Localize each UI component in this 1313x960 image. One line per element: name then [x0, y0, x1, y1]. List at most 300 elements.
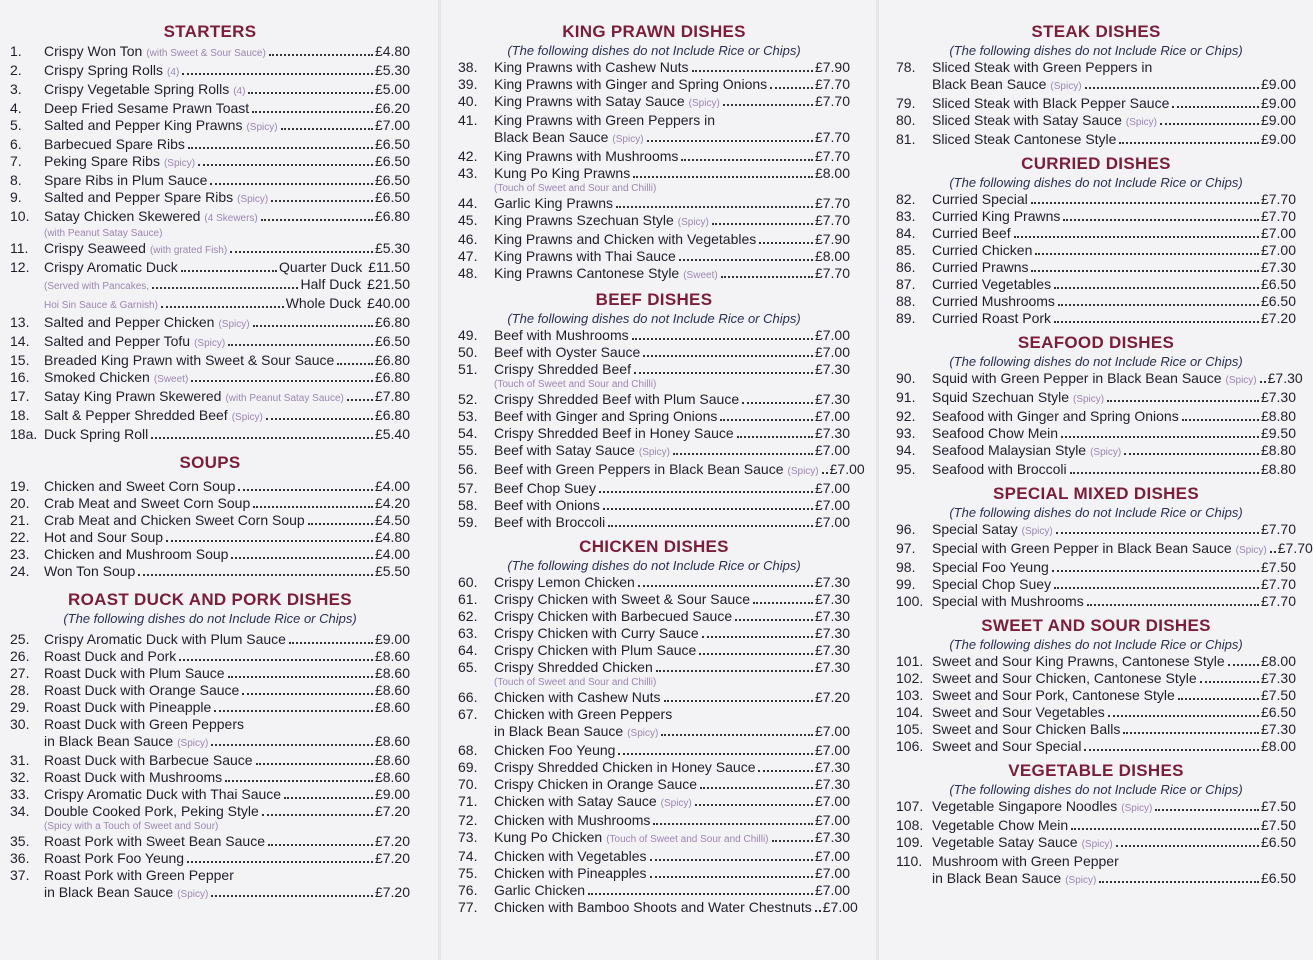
item-price: £7.70 — [1260, 593, 1296, 609]
item-price: £8.60 — [374, 733, 410, 749]
item-note: (Spicy) — [1125, 117, 1158, 128]
item-number: 107. — [896, 798, 924, 814]
item-name-text: Chicken with Bamboo Shoots and Water Chestnuts — [494, 899, 812, 915]
item-number: 52. — [458, 391, 478, 407]
leader-dots — [759, 242, 813, 244]
item-number: 76. — [458, 882, 478, 898]
item-number: 57. — [458, 480, 478, 496]
item-price: £8.80 — [1260, 408, 1296, 424]
leader-dots — [1260, 381, 1266, 383]
leader-dots — [231, 557, 373, 559]
item-number: 90. — [896, 370, 916, 386]
item-number: 42. — [458, 148, 478, 164]
menu-item — [896, 408, 1296, 425]
item-price: £7.20 — [374, 803, 410, 819]
leader-dots — [289, 642, 373, 644]
leader-dots — [1123, 732, 1259, 734]
item-price: £7.20 — [374, 884, 410, 900]
item-number: 80. — [896, 112, 916, 128]
item-number: 35. — [10, 833, 30, 849]
item-number: 34. — [10, 803, 30, 819]
leader-dots — [1071, 828, 1259, 830]
item-name — [932, 704, 1105, 721]
section-vegetable — [896, 761, 1296, 889]
item-price: £7.00 — [814, 442, 850, 458]
item-name — [494, 574, 635, 591]
item-name — [44, 631, 286, 648]
item-name-text: Crispy Spring Rolls — [44, 62, 164, 78]
item-name-text: Beef Chop Suey — [494, 480, 596, 496]
leader-dots — [638, 585, 813, 587]
item-name-text: King Prawns and Chicken with Vegetables — [494, 231, 757, 247]
menu-item — [458, 425, 850, 442]
item-price: £8.60 — [374, 769, 410, 785]
leader-dots — [181, 270, 277, 272]
item-name — [494, 327, 629, 344]
menu-item — [896, 738, 1296, 755]
item-number: 92. — [896, 408, 916, 424]
item-price: £6.50 — [374, 333, 410, 349]
item-price: £5.30 — [374, 62, 410, 78]
item-price: £8.00 — [1260, 738, 1296, 754]
menu-item — [10, 136, 410, 153]
item-price: £7.50 — [1260, 817, 1296, 833]
item-name-text: Kung Po Chicken — [494, 829, 603, 845]
menu-item — [10, 495, 410, 512]
item-number: 49. — [458, 327, 478, 343]
leader-dots — [664, 700, 813, 702]
item-number: 85. — [896, 242, 916, 258]
leader-dots — [214, 710, 373, 712]
leader-dots — [266, 418, 373, 420]
item-name — [494, 591, 750, 608]
item-note: (with Sweet & Sour Sauce) — [146, 48, 266, 59]
column-middle — [458, 20, 865, 922]
menu-item — [10, 699, 410, 716]
leader-dots — [1108, 715, 1259, 717]
leader-dots — [1182, 419, 1259, 421]
item-name — [44, 648, 176, 665]
item-price: £9.00 — [374, 631, 410, 647]
item-name — [494, 793, 692, 812]
item-name — [44, 682, 239, 699]
item-name — [932, 276, 1051, 293]
item-name — [932, 593, 1084, 610]
item-price: £7.70 — [1260, 576, 1296, 592]
leader-dots — [337, 363, 373, 365]
item-number: 45. — [458, 212, 478, 228]
leader-dots — [692, 70, 813, 72]
item-name — [932, 817, 1068, 834]
item-name — [494, 480, 596, 497]
menu-item — [458, 408, 850, 425]
item-name-text: Curried Chicken — [932, 242, 1033, 258]
item-name — [932, 95, 1169, 112]
leader-dots — [253, 506, 373, 508]
section-note: (The following dishes do not Include Rice or Chips) — [949, 354, 1243, 369]
item-name-text: Beef with Ginger and Spring Onions — [494, 408, 718, 424]
item-name-continued — [932, 870, 1096, 889]
menu-item — [896, 834, 1296, 853]
leader-dots — [269, 54, 373, 56]
item-number: 71. — [458, 793, 478, 809]
item-number: 104. — [896, 704, 924, 720]
item-number: 75. — [458, 865, 478, 881]
menu-item — [896, 461, 1296, 478]
menu-item — [10, 752, 410, 769]
item-name-text: Crispy Won Ton — [44, 43, 143, 59]
menu-item — [458, 480, 850, 497]
item-number: 24. — [10, 563, 30, 579]
item-price: £7.30 — [814, 574, 850, 590]
item-name-text: Chicken with Vegetables — [494, 848, 647, 864]
item-name — [494, 514, 605, 531]
item-name-text: Sweet and Sour Pork, Cantonese Style — [932, 687, 1175, 703]
item-name — [932, 425, 1058, 442]
item-name-text: Curried Vegetables — [932, 276, 1052, 292]
item-name — [44, 153, 195, 172]
menu-item — [896, 593, 1296, 610]
item-price: £21.50 — [367, 276, 410, 292]
item-note: (4) — [167, 67, 180, 78]
leader-dots — [770, 87, 813, 89]
item-name — [44, 314, 250, 333]
item-name: Crispy Aromatic Duck — [44, 259, 178, 275]
leader-dots — [815, 910, 821, 912]
item-name — [44, 117, 278, 136]
item-name-cont-text: Black Bean Sauce — [494, 129, 609, 145]
leader-dots — [308, 523, 373, 525]
menu-item — [10, 682, 410, 699]
item-price: £7.90 — [814, 231, 850, 247]
leader-dots — [633, 176, 813, 178]
leader-dots — [1056, 532, 1259, 534]
item-price: £8.60 — [374, 648, 410, 664]
item-price: £8.00 — [814, 248, 850, 264]
item-name-text: Crab Meat and Chicken Sweet Corn Soup — [44, 512, 305, 528]
item-number: 106. — [896, 738, 924, 754]
item-number: 17. — [10, 388, 30, 404]
item-number: 96. — [896, 521, 916, 537]
item-name — [44, 62, 179, 81]
menu-item — [458, 706, 850, 742]
leader-dots — [187, 861, 373, 863]
leader-dots — [742, 402, 813, 404]
item-name-text: Beef with Mushrooms — [494, 327, 629, 343]
fold-line-left — [438, 0, 441, 960]
item-price: £7.70 — [1260, 521, 1296, 537]
item-number: 87. — [896, 276, 916, 292]
item-number: 40. — [458, 93, 478, 109]
item-price: £8.60 — [374, 682, 410, 698]
item-name — [494, 642, 696, 659]
leader-dots — [1124, 453, 1259, 455]
menu-item — [10, 153, 410, 172]
item-name — [932, 521, 1053, 540]
menu-item — [10, 631, 410, 648]
section-king-prawn — [458, 22, 850, 284]
menu-item — [896, 310, 1296, 327]
item-number: 101. — [896, 653, 924, 669]
menu-item — [896, 521, 1296, 540]
menu-item — [896, 59, 1296, 95]
item-name-text: Vegetable Satay Sauce — [932, 834, 1078, 850]
item-name — [494, 659, 653, 676]
item-price: £7.70 — [814, 265, 850, 281]
leader-dots — [1061, 436, 1259, 438]
item-name-text: Roast Pork with Sweet Bean Sauce — [44, 833, 266, 849]
item-name — [494, 76, 767, 93]
item-name — [932, 242, 1032, 259]
item-name-text: Roast Duck with Green Peppers — [44, 716, 244, 732]
item-number: 14. — [10, 333, 30, 349]
item-name — [494, 706, 672, 723]
item-name-text: King Prawns with Ginger and Spring Onions — [494, 76, 768, 92]
leader-dots — [1178, 698, 1259, 700]
item-number: 11. — [10, 240, 29, 256]
item-name — [44, 769, 222, 786]
section-title: SEAFOOD DISHES — [1017, 333, 1175, 352]
item-number: 98. — [896, 559, 916, 575]
item-price: £7.00 — [814, 327, 850, 343]
item-name-text: Special with Mushrooms — [932, 593, 1084, 609]
section-note: (The following dishes do not Include Rice or Chips) — [949, 782, 1243, 797]
item-number: 91. — [896, 389, 916, 405]
menu-item — [10, 117, 410, 136]
item-number: 47. — [458, 248, 478, 264]
item-note: (Spicy) — [218, 319, 250, 330]
item-name-text: King Prawns with Thai Sauce — [494, 248, 676, 264]
item-name-continued — [44, 733, 208, 752]
menu-item — [896, 225, 1296, 242]
item-note: (Spicy) — [194, 338, 226, 349]
item-number: 64. — [458, 642, 478, 658]
crispy-aromatic-duck-options — [10, 259, 410, 314]
item-number: 43. — [458, 165, 478, 181]
menu-item — [896, 687, 1296, 704]
item-name-text: Vegetable Singapore Noodles — [932, 798, 1118, 814]
menu-item — [10, 833, 410, 850]
item-price: £7.50 — [1260, 559, 1296, 575]
item-name-text: Squid with Green Pepper in Black Bean Sauce — [932, 370, 1222, 386]
item-name-text: Crispy Chicken with Plum Sauce — [494, 642, 697, 658]
item-number: 28. — [10, 682, 30, 698]
item-name — [44, 172, 207, 189]
item-price: £7.70 — [814, 129, 850, 145]
item-name — [44, 716, 244, 733]
menu-item — [10, 529, 410, 546]
leader-dots — [161, 306, 284, 308]
item-subnote: (Touch of Sweet and Sour and Chilli) — [494, 677, 657, 688]
menu-item — [458, 461, 865, 480]
item-price: £5.40 — [374, 426, 410, 442]
item-name — [932, 225, 1011, 242]
item-note: (Spicy) — [1050, 81, 1082, 92]
leader-dots — [1099, 881, 1259, 883]
item-name — [494, 625, 699, 642]
menu-item — [458, 265, 850, 284]
item-name-text: King Prawns with Mushrooms — [494, 148, 679, 164]
item-number: 99. — [896, 576, 916, 592]
menu-item — [458, 93, 850, 112]
section-note: (The following dishes do not Include Rice or Chips) — [507, 558, 801, 573]
item-number: 83. — [896, 208, 916, 224]
section-title: SWEET AND SOUR DISHES — [981, 616, 1211, 635]
menu-item — [458, 812, 850, 829]
item-price: £7.70 — [814, 76, 850, 92]
item-price: £7.00 — [814, 480, 850, 496]
item-name-text: King Prawns Cantonese Style — [494, 265, 680, 281]
leader-dots — [1063, 219, 1259, 221]
menu-item — [458, 689, 850, 706]
item-name-text: Sweet and Sour Chicken Balls — [932, 721, 1121, 737]
menu-item — [458, 391, 850, 408]
item-name — [932, 559, 1049, 576]
section-sweet-sour — [896, 616, 1296, 755]
item-name — [494, 408, 717, 425]
item-name — [494, 829, 769, 848]
leader-dots — [721, 276, 813, 278]
item-number: 31. — [10, 752, 30, 768]
menu-item — [10, 769, 410, 786]
item-name-continued — [494, 723, 658, 742]
item-price: £7.20 — [814, 689, 850, 705]
menu-item — [896, 276, 1296, 293]
leader-dots — [1035, 253, 1259, 255]
item-name-text: Roast Duck with Barbecue Sauce — [44, 752, 253, 768]
section-title: SOUPS — [179, 453, 241, 472]
item-number: 65. — [458, 659, 478, 675]
leader-dots — [603, 508, 813, 510]
item-number: 62. — [458, 608, 478, 624]
item-name-text: King Prawns with Cashew Nuts — [494, 59, 689, 75]
item-name — [494, 195, 613, 212]
item-name-text: Salted and Pepper Chicken — [44, 314, 215, 330]
item-name-text: Special Satay — [932, 521, 1018, 537]
section-starters — [10, 22, 410, 443]
item-name-continued — [932, 76, 1082, 95]
item-number: 102. — [896, 670, 924, 686]
item-name — [494, 112, 715, 129]
menu-item — [10, 43, 410, 62]
item-name-text: Sweet and Sour King Prawns, Cantonese Style — [932, 653, 1225, 669]
menu-item — [10, 314, 410, 333]
item-name-text: Sliced Steak with Black Pepper Sauce — [932, 95, 1170, 111]
menu-item-list — [896, 521, 1313, 610]
menu-item — [896, 853, 1296, 889]
menu-item — [896, 95, 1296, 112]
item-name-text: King Prawns Szechuan Style — [494, 212, 674, 228]
item-price: £4.80 — [374, 529, 410, 545]
leader-dots — [1084, 749, 1259, 751]
leader-dots — [1085, 87, 1259, 89]
item-subnote: (Touch of Sweet and Sour and Chilli) — [494, 183, 657, 194]
item-name — [44, 529, 163, 546]
section-special-mixed — [896, 484, 1313, 610]
menu-item — [458, 608, 850, 625]
menu-item — [458, 642, 850, 659]
menu-item — [896, 370, 1303, 389]
item-name-cont-text: in Black Bean Sauce — [932, 870, 1062, 886]
item-number: 18. — [10, 407, 30, 423]
leader-dots — [653, 823, 813, 825]
item-name-text: Crispy Lemon Chicken — [494, 574, 635, 590]
item-name-text: Deep Fried Sesame Prawn Toast — [44, 100, 250, 116]
item-number: 69. — [458, 759, 478, 775]
item-price: £7.30 — [1260, 721, 1296, 737]
item-name — [494, 361, 631, 378]
item-number: 36. — [10, 850, 30, 866]
item-name — [44, 240, 227, 259]
leader-dots — [1031, 202, 1259, 204]
item-name — [494, 442, 670, 461]
leader-dots — [242, 693, 373, 695]
item-number: 82. — [896, 191, 916, 207]
menu-item — [458, 659, 850, 689]
section-note: (The following dishes do not Include Rice or Chips) — [507, 43, 801, 58]
item-price: £4.00 — [374, 546, 410, 562]
item-price: £6.80 — [374, 208, 410, 224]
item-name-text: Sliced Steak Cantonese Style — [932, 131, 1117, 147]
item-name-text: Satay Chicken Skewered — [44, 208, 201, 224]
item-subnote: (with Peanut Satay Sauce) — [44, 228, 163, 239]
item-price: £7.30 — [814, 759, 850, 775]
item-number: 16. — [10, 369, 30, 385]
item-name-text: Roast Duck and Pork — [44, 648, 177, 664]
item-number: 70. — [458, 776, 478, 792]
item-name-text: Beef with Broccoli — [494, 514, 606, 530]
item-number: 9. — [10, 189, 22, 205]
item-price: £8.80 — [1260, 461, 1296, 477]
leader-dots — [261, 219, 373, 221]
leader-dots — [647, 140, 813, 142]
item-name-text: Chicken with Cashew Nuts — [494, 689, 661, 705]
item-name-text: Beef with Green Peppers in Black Bean Sauce — [494, 461, 784, 477]
item-name — [932, 576, 1051, 593]
section-title: STARTERS — [163, 22, 257, 41]
item-note: (Spicy) — [787, 466, 819, 477]
leader-dots — [179, 659, 373, 661]
item-name — [932, 798, 1152, 817]
item-name — [932, 442, 1121, 461]
menu-item — [458, 248, 850, 265]
item-name-text: Roast Duck with Plum Sauce — [44, 665, 225, 681]
item-name-text: Seafood Malaysian Style — [932, 442, 1087, 458]
menu-item — [896, 704, 1296, 721]
item-price: £8.00 — [814, 165, 850, 181]
item-price: £6.80 — [374, 352, 410, 368]
item-number: 58. — [458, 497, 478, 513]
menu-item — [896, 817, 1296, 834]
item-number: 109. — [896, 834, 924, 850]
item-number: 29. — [10, 699, 30, 715]
item-name-text: Crispy Shredded Chicken in Honey Sauce — [494, 759, 756, 775]
leader-dots — [1054, 587, 1259, 589]
item-number: 108. — [896, 817, 924, 833]
item-name-text: Breaded King Prawn with Sweet & Sour Sauce — [44, 352, 335, 368]
item-name-text: Crispy Chicken with Barbecued Sauce — [494, 608, 733, 624]
leader-dots — [699, 653, 813, 655]
item-price: £7.30 — [814, 361, 850, 377]
leader-dots — [599, 491, 813, 493]
section-title: KING PRAWN DISHES — [562, 22, 746, 41]
menu-item-list — [896, 370, 1303, 478]
leader-dots — [588, 893, 813, 895]
menu-item — [458, 112, 850, 148]
item-name — [44, 665, 225, 682]
leader-dots — [238, 489, 373, 491]
item-name-text: Crispy Chicken with Sweet & Sour Sauce — [494, 591, 750, 607]
